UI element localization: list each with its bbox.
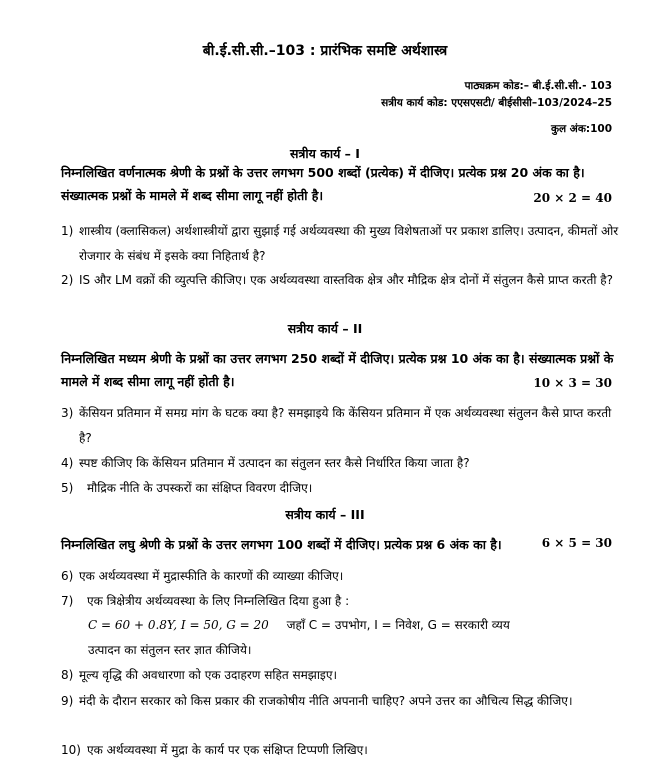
section-1-instruction: निम्नलिखित वर्णनात्मक श्रेणी के प्रश्नों के उत्तर लगभग 500 शब्दों (प्रत्येक) में दीजिए। प्रत्येक प्रश्न 20 अंक का है। संख्यात्मक प्रश्नों के मामले में शब्द सीमा लागू नहीं होती है।	[61, 165, 585, 203]
question-2	[61, 268, 621, 293]
question-text: एक अर्थव्यवस्था में मुद्रास्फीति के कारणों की व्याख्या कीजिए।	[79, 569, 344, 583]
question-number: 3)	[61, 406, 74, 420]
question-7-followup: उत्पादन का संतुलन स्तर ज्ञात कीजिये।	[88, 643, 252, 657]
section-1-marks: 20 × 2 = 40	[533, 191, 612, 205]
section-2-instruction: निम्नलिखित मध्यम श्रेणी के प्रश्नों का उत्तर लगभग 250 शब्दों में दीजिए। प्रत्येक प्रश्न 10 अंक का है। संख्यात्मक प्रश्नों के मामले में शब्द सीमा लागू नहीं होती है।	[61, 351, 614, 389]
question-text: मंदी के दौरान सरकार को किस प्रकार की राजकोषीय नीति अपनानी चाहिए? अपने उत्तर का औचित्य सिद्ध कीजिए।	[79, 694, 573, 708]
question-6	[61, 564, 621, 589]
question-number: 1)	[61, 224, 74, 238]
section-2-heading: सत्रीय कार्य – II	[287, 321, 363, 336]
question-number: 6)	[61, 569, 74, 583]
course-code: पाठ्यक्रम कोड:– बी.ई.सी.सी.- 103	[464, 80, 612, 92]
page-title: बी.ई.सी.सी.–103 : प्रारंभिक समष्टि अर्थशास्त्र	[202, 43, 448, 59]
question-text: शास्त्रीय (क्लासिकल) अर्थशास्त्रीयों द्वारा सुझाई गई अर्थव्यवस्था की मुख्य विशेषताओं पर प्रकाश डालिए। उत्पादन, कीमतों ओर रोजगार के संबंध में इसके क्या निहितार्थ है?	[79, 224, 619, 263]
question-text: स्पष्ट कीजिए कि केंसियन प्रतिमान में उत्पादन का संतुलन स्तर कैसे निर्धारित किया जाता है?	[79, 456, 470, 470]
question-7	[61, 589, 621, 614]
section-1-heading: सत्रीय कार्य – I	[290, 146, 360, 161]
question-text: IS और LM वक्रों की व्युत्पत्ति कीजिए। एक अर्थव्यवस्था वास्तविक क्षेत्र और मौद्रिक क्षेत्र दोनों में संतुलन कैसे प्राप्त करती है?	[79, 273, 613, 287]
question-text: मूल्य वृद्धि की अवधारणा को एक उदाहरण सहित समझाइए।	[79, 668, 338, 682]
section-2-marks: 10 × 3 = 30	[533, 376, 612, 390]
question-10	[61, 738, 621, 763]
question-number: 2)	[61, 273, 74, 287]
question-7-formula	[88, 616, 510, 633]
question-8	[61, 663, 621, 688]
question-text: एक अर्थव्यवस्था में मुद्रा के कार्य पर एक संक्षिप्त टिप्पणी लिखिए।	[87, 743, 368, 757]
question-4	[61, 451, 621, 476]
variable-definitions: जहाँ C = उपभोग, I = निवेश, G = सरकारी व्यय	[286, 618, 510, 632]
question-5	[61, 476, 621, 501]
total-marks: कुल अंक:100	[550, 123, 612, 135]
question-number: 9)	[61, 694, 74, 708]
section-3-marks: 6 × 5 = 30	[541, 536, 612, 550]
question-1	[61, 219, 621, 269]
consumption-function: C = 60 + 0.8Y, I = 50, G = 20	[88, 618, 269, 632]
question-number: 8)	[61, 668, 74, 682]
section-3-instruction: निम्नलिखित लघु श्रेणी के प्रश्नों के उत्तर लगभग 100 शब्दों में दीजिए। प्रत्येक प्रश्न 6 अंक का है।	[61, 537, 502, 552]
question-3	[61, 401, 621, 451]
question-text: एक त्रिक्षेत्रीय अर्थव्यवस्था के लिए निम्नलिखित दिया हुआ है :	[87, 594, 350, 608]
question-number: 5)	[61, 481, 74, 495]
question-text: मौद्रिक नीति के उपस्करों का संक्षिप्त विवरण दीजिए।	[87, 481, 313, 495]
question-number: 7)	[61, 594, 74, 608]
assignment-code: सत्रीय कार्य कोड: एएसएसटी/ बीईसीसी–103/2024–25	[381, 97, 612, 109]
question-text: केंसियन प्रतिमान में समग्र मांग के घटक क्या है? समझाइये कि केंसियन प्रतिमान में एक अर्थव्यवस्था संतुलन कैसे प्राप्त करती है?	[79, 406, 612, 445]
question-9	[61, 689, 621, 714]
question-number: 4)	[61, 456, 74, 470]
section-3-heading: सत्रीय कार्य – III	[285, 507, 365, 522]
question-number: 10)	[61, 743, 81, 757]
